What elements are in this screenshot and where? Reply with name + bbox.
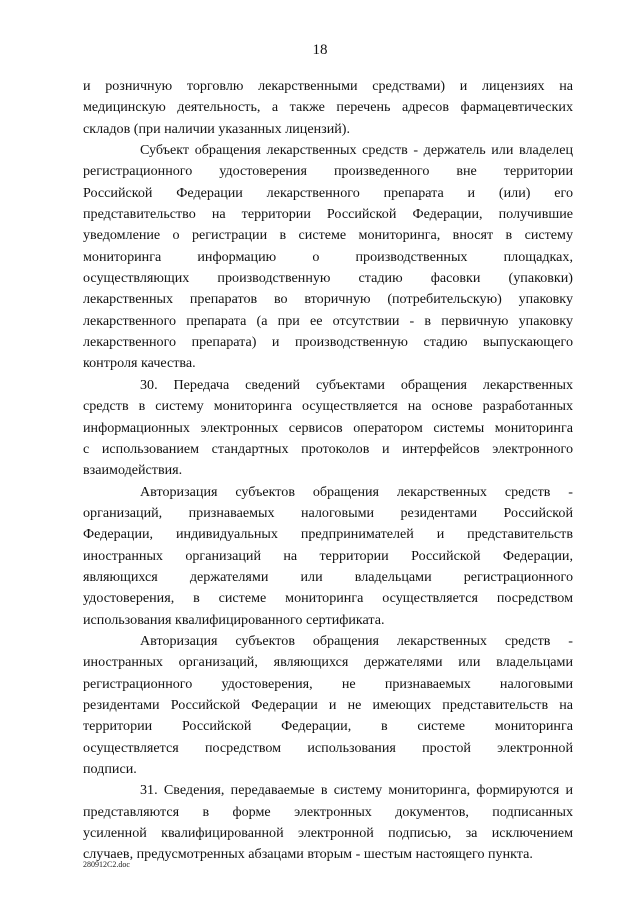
text-line: использования квалифицированного сертификата. bbox=[83, 611, 385, 628]
text-line: уведомление о регистрации в системе мониторинга, вносят в систему bbox=[83, 227, 573, 244]
text-line: осуществляющих производственную стадию фасовки (упаковки) bbox=[83, 270, 573, 287]
text-line: контроля качества. bbox=[83, 355, 196, 372]
text-line: 30. Передача сведений субъектами обращения лекарственных bbox=[140, 376, 573, 393]
text-line: подписи. bbox=[83, 761, 137, 777]
paragraph bbox=[83, 780, 573, 865]
footer-document-code: 280912C2.doc bbox=[83, 860, 130, 869]
page-number: 18 bbox=[312, 42, 328, 58]
paragraph bbox=[83, 140, 573, 375]
text-line: организаций, признаваемых налоговыми резидентами Российской bbox=[83, 504, 573, 521]
text-line: мониторинга информацию о производственных площадках, bbox=[83, 248, 573, 265]
text-line: взаимодействия. bbox=[83, 462, 183, 479]
paragraph bbox=[83, 631, 573, 780]
text-line: представительство на территории Российской Федерации, получившие bbox=[83, 206, 573, 223]
paragraph bbox=[83, 76, 573, 140]
text-line: регистрационного удостоверения произведенного вне территории bbox=[83, 163, 573, 180]
text-line: являющихся держателями или владельцами регистрационного bbox=[83, 568, 573, 585]
text-line: 31. Сведения, передаваемые в систему мониторинга, формируются и bbox=[140, 782, 573, 799]
paragraph bbox=[83, 375, 573, 482]
text-line: резидентами Российской Федерации и не имеющих представительств на bbox=[83, 696, 573, 713]
text-line: с использованием стандартных протоколов и интерфейсов электронного bbox=[83, 440, 573, 457]
text-line: средств в систему мониторинга осуществляется на основе разработанных bbox=[83, 398, 573, 415]
text-line: лекарственного препарата) и производственную стадию выпускающего bbox=[83, 334, 573, 351]
text-line: осуществляется посредством использования простой электронной bbox=[83, 739, 573, 756]
text-line: случаев, предусмотренных абзацами вторым - шестым настоящего пункта. bbox=[83, 846, 533, 863]
text-line: территории Российской Федерации, в системе мониторинга bbox=[83, 718, 573, 735]
document-body bbox=[83, 76, 573, 866]
text-line: представляются в форме электронных документов, подписанных bbox=[83, 803, 573, 820]
text-line: регистрационного удостоверения, не признаваемых налоговыми bbox=[83, 675, 573, 692]
text-line: лекарственных препаратов во вторичную (потребительскую) упаковку bbox=[83, 291, 573, 308]
text-line: иностранных организаций на территории Российской Федерации, bbox=[83, 547, 573, 564]
paragraph bbox=[83, 482, 573, 631]
text-line: Субъект обращения лекарственных средств - держатель или владелец bbox=[140, 142, 573, 159]
text-line: удостоверения, в системе мониторинга осуществляется посредством bbox=[83, 590, 573, 607]
text-line: иностранных организаций, являющихся держателями или владельцами bbox=[83, 654, 573, 671]
text-line: усиленной квалифицированной электронной подписью, за исключением bbox=[83, 825, 573, 842]
text-line: Авторизация субъектов обращения лекарственных средств - bbox=[140, 483, 573, 500]
text-line: складов (при наличии указанных лицензий). bbox=[83, 120, 350, 137]
text-line: Российской Федерации лекарственного препарата и (или) его bbox=[83, 184, 573, 201]
text-line: медицинскую деятельность, а также перечень адресов фармацевтических bbox=[83, 99, 573, 116]
text-line: Федерации, индивидуальных предпринимателей и представительств bbox=[83, 526, 573, 543]
text-line: и розничную торговлю лекарственными средствами) и лицензиях на bbox=[83, 78, 573, 94]
text-line: Авторизация субъектов обращения лекарственных средств - bbox=[140, 632, 573, 649]
text-line: информационных электронных сервисов оператором системы мониторинга bbox=[83, 419, 573, 436]
text-line: лекарственного препарата (а при ее отсутствии - в первичную упаковку bbox=[83, 312, 573, 329]
